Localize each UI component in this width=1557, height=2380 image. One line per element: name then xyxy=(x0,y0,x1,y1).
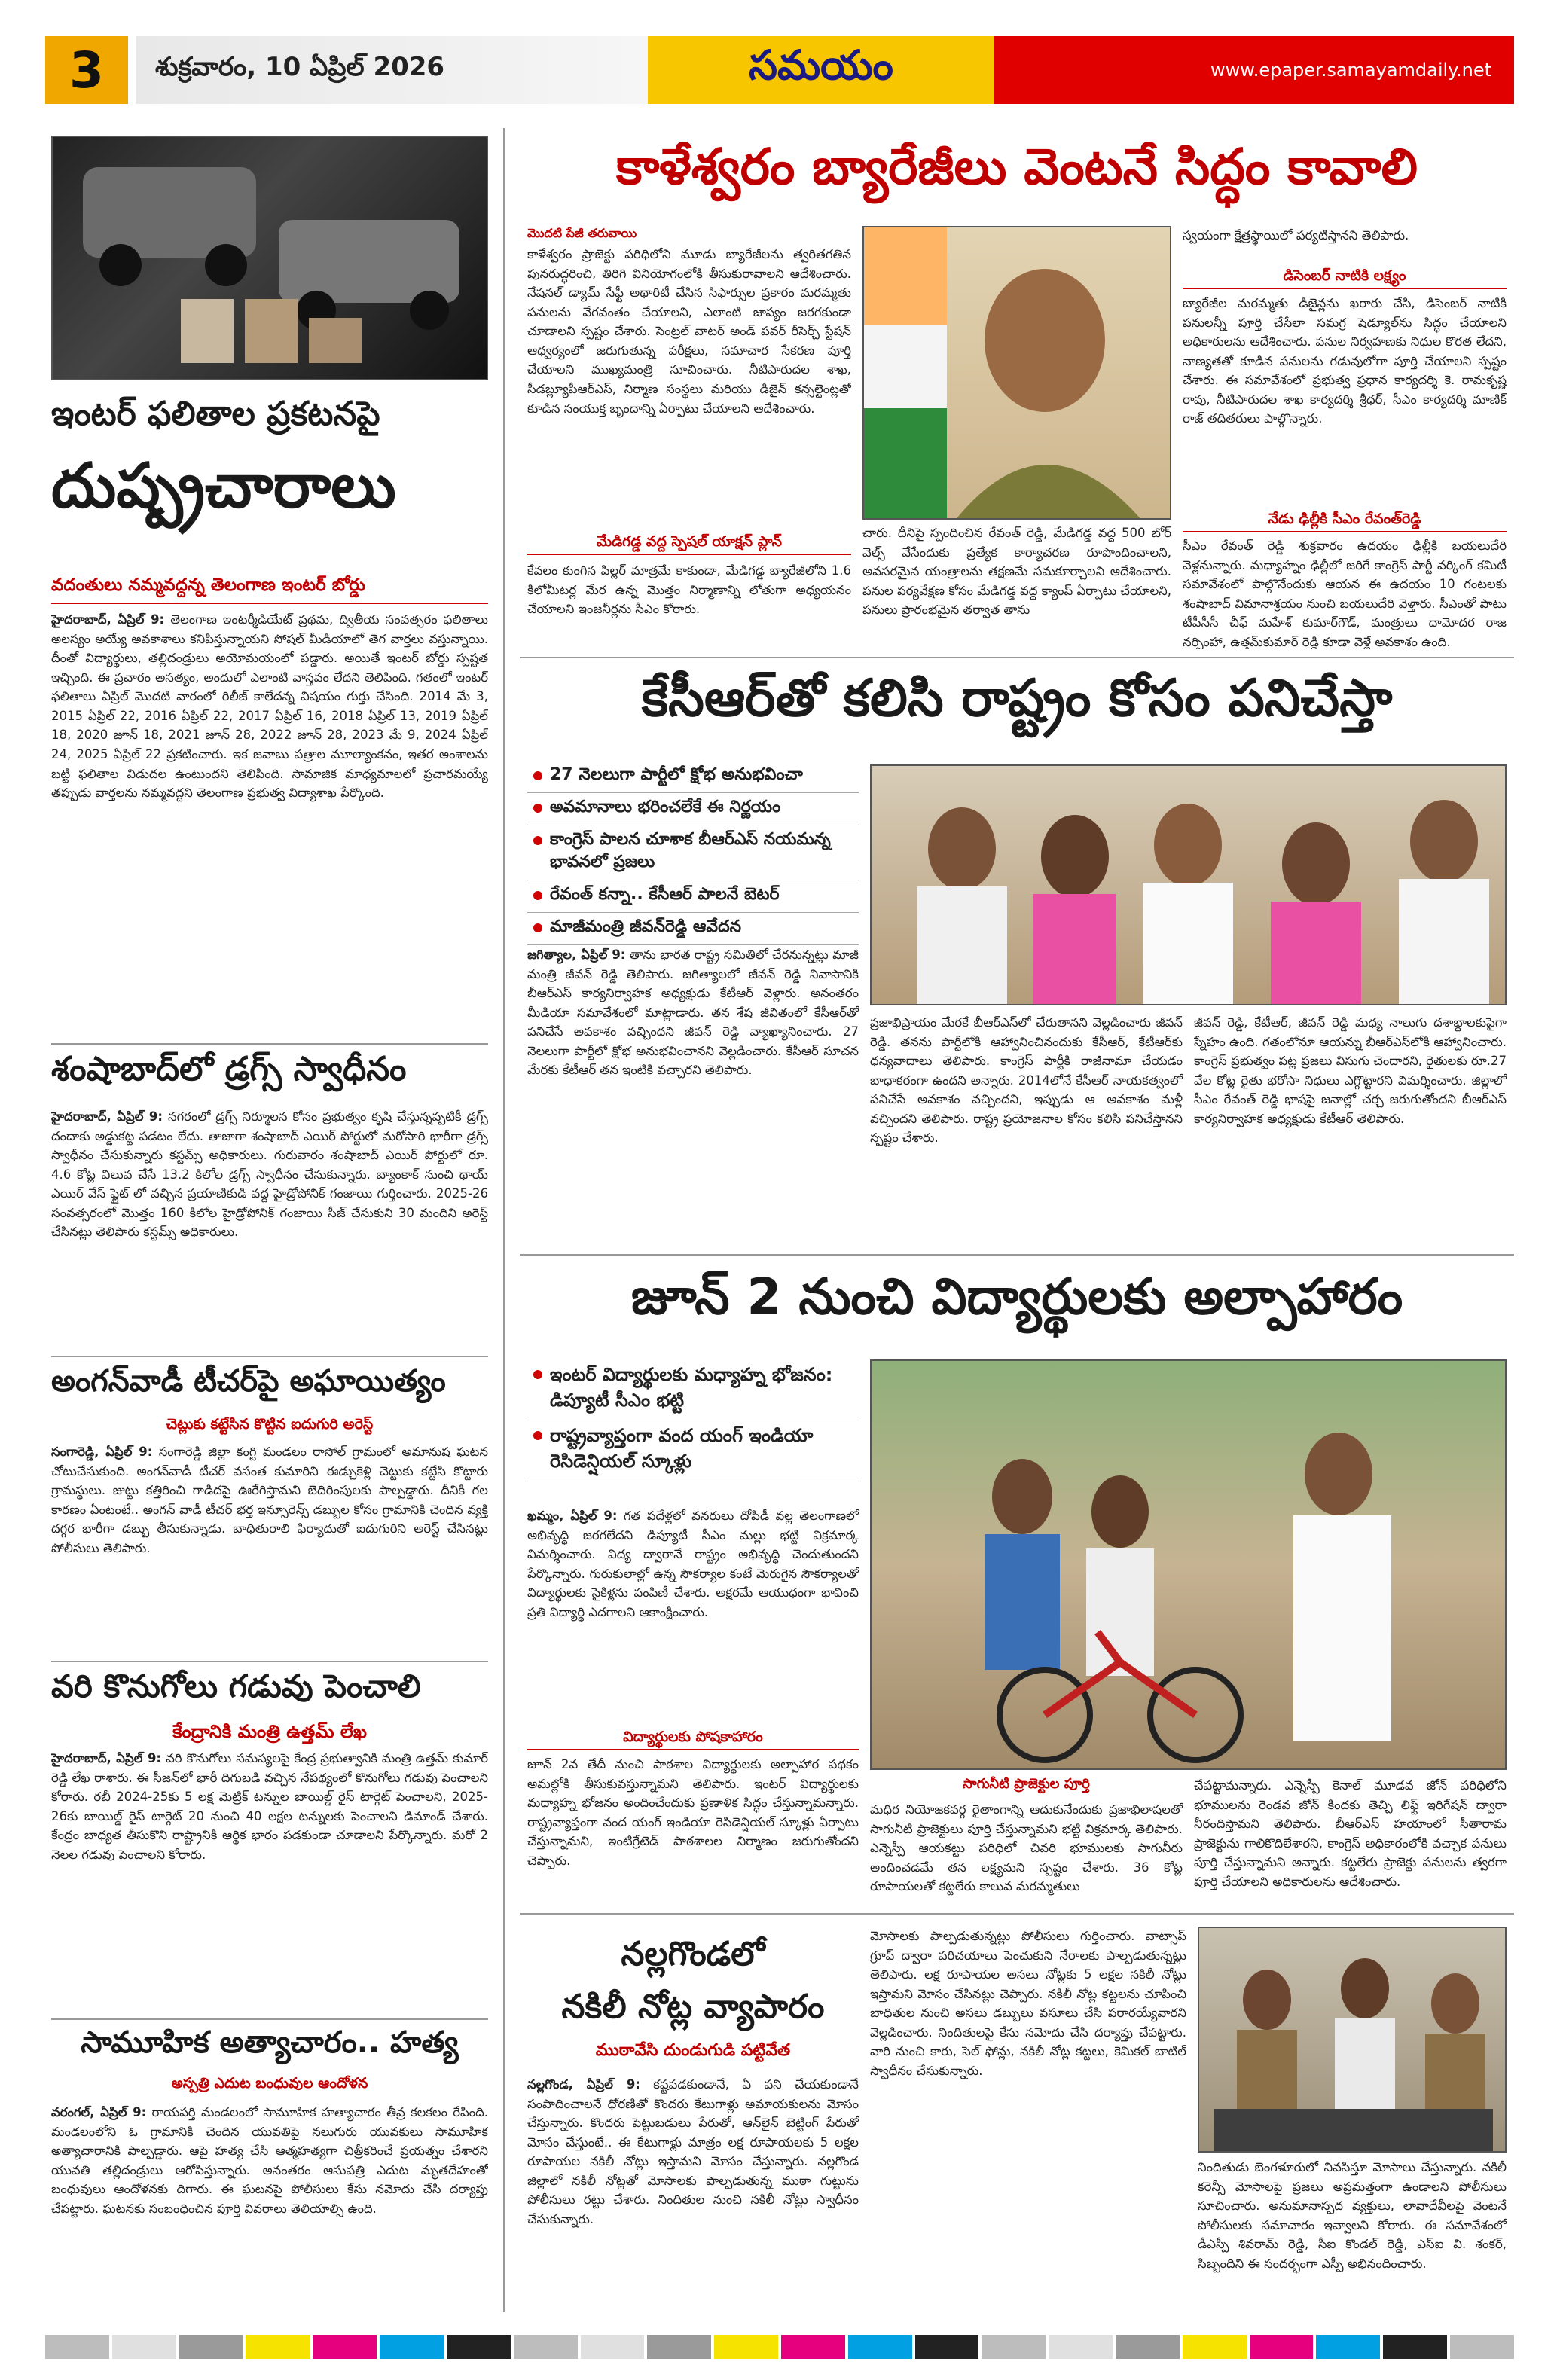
intermediate-results-headline-2: దుష్ప్రచారాలు xyxy=(51,450,396,522)
breakfast-bullet-1: ఇంటర్ విద్యార్థులకు మధ్యాహ్న భోజనం: డిప్యూటీ సీఎం భట్టి xyxy=(527,1359,859,1420)
dateline: జగిత్యాల, ఏప్రిల్ 9: xyxy=(527,947,626,962)
kaleshwaram-body-2: కేవలం కుంగిన పిల్లర్ మాత్రమే కాకుండా, మేడిగడ్డ బ్యారేజీలోని 1.6 కిలోమీటర్ల మేర ఉన్న మొత్తం నిర్మాణాన్ని లోతుగా అధ్యయనం చేయాలని ఇంజనీర్లను సీఎం కోరారు. xyxy=(527,563,851,617)
anganwadi-headline: అంగన్‌వాడీ టీచర్‌పై అఘాయిత్యం xyxy=(51,1364,446,1399)
kaleshwaram-body-1: కాళేశ్వరం ప్రాజెక్టు పరిధిలోని మూడు బ్యారేజీలను త్వరితగతిన పునరుద్ధరించి, తిరిగి వినియోగంలోకి తీసుకురావాలని ఆదేశించారు. నేషనల్ డ్యామ్ సేఫ్టీ అథారిటీ చేసిన సిఫార్సుల ప్రకారం మరమ్మతు పనులను వేగవంతం చేయాలని, ఎలాంటి జాప్యం జరగకుండా చూడాలని స్పష్టం చేశారు. సెంట్రల్ వాటర్ అండ్ పవర్ రీసెర్చ్ స్టేషన్ ఆధ్వర్యంలో జరుగుతున్న పరీక్షలు, సమాచార సేకరణ పూర్తి చేయాలని ముఖ్యమంత్రి సూచించారు. నీటిపారుదల శాఖ, సీడబ్ల్యూపీఆర్ఎస్, నిర్మాణ సంస్థలు మరియు డిజైన్ కన్సల్టెంట్లతో కూడిన సంయుక్త బృందాన్ని ఏర్పాటు చేయాలని ఆదేశించారు. xyxy=(527,247,851,416)
kaleshwaram-subhead-2: డిసెంబర్ నాటికి లక్ష్యం xyxy=(1183,267,1507,289)
kcr-body-3: జీవన్ రెడ్డి, కేటీఆర్, జీవన్ రెడ్డి మధ్య నాలుగు దశాబ్దాలకుపైగా స్నేహం ఉంది. గతంలోనూ ఆయన్ను బీఆర్ఎస్‌లోకి ఆహ్వానించారు. కాంగ్రెస్ ప్రభుత్వం పట్ల ప్రజలు విసుగు చెందారని, రైతులకు రూ.27 వేల కోట్ల రైతు భరోసా నిధులు ఎగ్గొట్టారని విమర్శించారు. జిల్లాలో సీఎం రేవంత్ రెడ్డి భాషపై జనాల్లో చర్చ జరుగుతోందని బీఆర్ఎస్ కార్యనిర్వాహక అధ్యక్షుడు కేటీఆర్ తెలిపారు. xyxy=(1194,1015,1507,1126)
epaper-url[interactable]: www.epaper.samayamdaily.net xyxy=(994,36,1514,104)
kcr-bullet-3: కాంగ్రెస్ పాలన చూశాక బీఆర్ఎస్ నయమన్న భావనలో ప్రజలు xyxy=(527,825,859,880)
dateline: సంగారెడ్డి, ఏప్రిల్ 9: xyxy=(51,1445,153,1459)
paddy-procurement-subhead: కేంద్రానికి మంత్రి ఉత్తమ్ లేఖ xyxy=(172,1721,368,1742)
divider xyxy=(520,1913,1514,1915)
kaleshwaram-body-4: స్వయంగా క్షేత్రస్థాయిలో పర్యటిస్తానని తెలిపారు. xyxy=(1183,228,1409,243)
newspaper-logo: సమయం xyxy=(648,36,994,104)
column-divider xyxy=(503,128,505,2312)
gang-rape-body xyxy=(51,2103,488,2317)
breakfast-body-1 xyxy=(527,1506,859,1725)
divider xyxy=(51,2018,488,2020)
breakfast-body-4: చేపట్టామన్నారు. ఎన్నెస్పీ కెనాల్ మూడవ జోన్ పరిధిలోని భూములను రెండవ జోన్ కిందకు తెచ్చి లిఫ్ట్ ఇరిగేషన్ ద్వారా నీరందిస్తామని తెలిపారు. బీఆర్ఎస్ హయాంలో సీతారామ ప్రాజెక్టును గాలికొదిలేశారని, కాంగ్రెస్ అధికారంలోకి వచ్చాక పనులు పూర్తి చేస్తున్నామని అన్నారు. కట్టలేరు ప్రాజెక్టు పనులను త్వరగా పూర్తి చేయాలని అధికారులను ఆదేశించారు. xyxy=(1194,1778,1507,1889)
intermediate-results-subhead: వదంతులు నమ్మవద్దన్న తెలంగాణ ఇంటర్ బోర్డు xyxy=(51,575,488,604)
page-number: 3 xyxy=(45,36,128,104)
drugs-seizure-body xyxy=(51,1107,488,1393)
bicycle-distribution-photo xyxy=(870,1359,1507,1770)
dateline: హైదరాబాద్, ఏప్రిల్ 9: xyxy=(51,1751,162,1765)
accident-photo xyxy=(51,136,488,380)
kcr-bullet-1: 27 నెలలుగా పార్టీలో క్షోభ అనుభవించా xyxy=(527,761,859,793)
dateline: హైదరాబాద్, ఏప్రిల్ 9: xyxy=(51,1109,163,1124)
paddy-procurement-body xyxy=(51,1749,488,2035)
edition-date: శుక్రవారం, 10 ఏప్రిల్ 2026 xyxy=(136,36,648,104)
article-text: నగరంలో డ్రగ్స్ నిర్మూలన కోసం ప్రభుత్వం కృషి చేస్తున్నప్పటికీ డ్రగ్స్ దందాకు అడ్డుకట్ట పడటం లేదు. తాజాగా శంషాబాద్ ఎయిర్ పోర్టులో మరోసారి భారీగా డ్రగ్స్ స్వాధీనం చేసుకున్నారు కస్టమ్స్ అధికారులు. గురువారం శంషాబాద్ ఎయిర్ పోర్టులో రూ. 4.6 కోట్ల విలువ చేసే 13.2 కిలోల డ్రగ్స్ స్వాధీనం చేసుకున్నారు. బ్యాంకాక్ నుంచి థాయ్ ఎయిర్ వేస్ ఫ్లైట్ లో వచ్చిన ప్రయాణికుడి వద్ద హైడ్రోపోనిక్ గంజాయి గుర్తించారు. 2025-26 సంవత్సరంలో మొత్తం 160 కిలోల హైడ్రోపోనిక్ గంజాయి సీజ్ చేసుకుని 30 మందిని అరెస్ట్ చేసినట్లు తెలిపారు కస్టమ్స్ అధికారులు. xyxy=(51,1109,488,1240)
breakfast-headline: జూన్ 2 నుంచి విద్యార్థులకు అల్పాహారం xyxy=(630,1268,1403,1326)
kcr-bullet-2: అవమానాలు భరించలేకే ఈ నిర్ణయం xyxy=(527,793,859,825)
kaleshwaram-body-6: సీఎం రేవంత్ రెడ్డి శుక్రవారం ఉదయం ఢిల్లీకి బయలుదేరి వెళ్లనున్నారు. మధ్యాహ్నం ఢిల్లీలో జరిగే కాంగ్రెస్ పార్టీ వర్కింగ్ కమిటీ సమావేశంలో పాల్గొనేందుకు ఆయన ఈ ఉదయం 10 గంటలకు శంషాబాద్ విమానాశ్రయం నుంచి బయలుదేరి వెళ్తారు. సీఎంతో పాటు టీపీసీసీ చీఫ్ మహేశ్ కుమార్‌గౌడ్, మంత్రులు దామోదర రాజ నర్సింహా, ఉత్తమ్‌కుమార్ రెడ్డి కూడా వెళ్లే అవకాశం ఉంది. xyxy=(1183,539,1507,649)
dateline: ఖమ్మం, ఏప్రిల్ 9: xyxy=(527,1509,618,1523)
police-press-meet-photo xyxy=(1198,1927,1507,2153)
kcr-bullet-4: రేవంత్ కన్నా.. కేసీఆర్ పాలనే బెటర్ xyxy=(527,880,859,913)
breakfast-subhead: విద్యార్థులకు పోషకాహారం xyxy=(527,1729,859,1750)
portrait-icon xyxy=(864,227,1171,520)
print-color-bar xyxy=(45,2335,1514,2359)
divider xyxy=(51,1661,488,1662)
dateline: వరంగల్, ఏప్రిల్ 9: xyxy=(51,2105,147,2119)
police-officers-icon xyxy=(1199,1928,1507,2153)
kaleshwaram-subhead-1: మేడిగడ్డ వద్ద స్పెషల్ యాక్షన్ ప్లాన్ xyxy=(527,533,851,555)
kaleshwaram-subhead-3: నేడు ఢిల్లీకి సీఎం రేవంత్‌రెడ్డి xyxy=(1183,511,1507,532)
counterfeit-body-2: మోసాలకు పాల్పడుతున్నట్లు పోలీసులు గుర్తించారు. వాట్సాప్ గ్రూప్ ద్వారా పరిచయాలు పెంచుకుని నేరాలకు పాల్పడుతున్నట్లు తెలిపారు. లక్ష రూపాయల అసలు నోట్లకు 5 లక్షల నకిలీ నోట్లు ఇస్తామని మోసం చేసినట్లు చెప్పారు. నకిలీ నోట్ల కట్టలను చూపించి బాధితుల నుంచి అసలు డబ్బులు వసూలు చేసి పరారయ్యేవారని వెల్లడించారు. నిందితులపై కేసు నమోదు చేసి దర్యాప్తు చేపట్టారు. వారి నుంచి కారు, సెల్ ఫోన్లు, నకిలీ నోట్ల కట్టలు, కెమికల్ బాటిల్ స్వాధీనం చేసుకున్నారు. xyxy=(870,1929,1186,2078)
ktr-jeevan-reddy-photo xyxy=(870,764,1507,1005)
counterfeit-headline-2: నకిలీ నోట్ల వ్యాపారం xyxy=(561,1988,825,2026)
article-text: కష్టపడకుండానే, ఏ పని చేయకుండానే సంపాదించాలనే ధోరణితో కొందరు కేటుగాళ్లు అమాయకులను మోసం చేస్తున్నారు. కొందరు పెట్టుబడులు పేరుతో, ఆన్‌లైన్ బెట్టింగ్ పేరుతో మోసం చేస్తుంటే.. ఈ కేటుగాళ్లు మాత్రం లక్ష రూపాయలకు 5 లక్షల రూపాయల నకిలీ నోట్లు ఇస్తామని మోసం చేస్తున్నారు. నల్లగొండ జిల్లాలో నకిలీ నోట్లతో మోసాలకు పాల్పడుతున్న ముఠా గుట్టును పోలీసులు రట్టు చేశారు. నిందితుల నుంచి నకిలీ నోట్లు స్వాధీనం చేసుకున్నారు. xyxy=(527,2077,859,2226)
kaleshwaram-kicker: మొదటి పేజీ తరువాయి xyxy=(527,226,637,240)
divider xyxy=(520,657,1514,658)
article-text: గత పదేళ్లలో వనరులు దోపిడీ వల్ల తెలంగాణలో అభివృద్ధి జరగలేదని డిప్యూటీ సీఎం మల్లు భట్టి విక్రమార్క విమర్శించారు. విద్య ద్వారానే రాష్ట్రం అభివృద్ధి చెందుతుందని పేర్కొన్నారు. గురుకులాల్లో ఉన్న సౌకర్యాల కంటే మెరుగైన సౌకర్యాలతో విద్యార్థులకు సైకిళ్లను పంపిణీ చేశారు. అక్షరమే ఆయుధంగా భావించి ప్రతి విద్యార్థి ఎదగాలని ఆకాంక్షించారు. xyxy=(527,1509,859,1619)
kaleshwaram-headline: కాళేశ్వరం బ్యారేజీలు వెంటనే సిద్ధం కావాలి xyxy=(615,138,1418,196)
kcr-body-2: ప్రజాభిప్రాయం మేరకే బీఆర్ఎస్‌లో చేరుతానని వెల్లడించారు జీవన్ రెడ్డి. తనను పార్టీలోకి ఆహ్వానించినందుకు కేసీఆర్, కేటీఆర్‌కు ధన్యవాదాలు తెలిపారు. కాంగ్రెస్ పార్టీకి రాజీనామా చేయడం బాధాకరంగా ఉందని అన్నారు. 2014లోనే కేసీఆర్ నాయకత్వంలో పనిచేసే అవకాశం వచ్చిందని, ఇప్పుడు ఆ అవకాశం మళ్లీ వచ్చిందని తెలిపారు. రాష్ట్ర ప్రయోజనాల కోసం కలిసి పనిచేస్తానని స్పష్టం చేశారు. xyxy=(870,1015,1183,1146)
cm-revanth-photo xyxy=(862,226,1171,520)
kcr-headline: కేసీఆర్‌తో కలిసి రాష్ట్రం కోసం పనిచేస్తా xyxy=(641,669,1393,728)
divider xyxy=(520,1254,1514,1256)
wrecked-car-icon xyxy=(53,137,488,380)
kaleshwaram-body-5: బ్యారేజీల మరమ్మతు డిజైన్లను ఖరారు చేసి, డిసెంబర్ నాటికి పనులన్నీ పూర్తి చేసేలా సమగ్ర షెడ్యూల్‌ను సిద్ధం చేయాలని అధికారులను ఆదేశించారు. పనుల నిర్వహణకు నిధుల కొరత లేదని, నాణ్యతతో కూడిన పనులను గడువులోగా పూర్తి చేయాలని స్పష్టం చేశారు. ఈ సమావేశంలో ప్రభుత్వ ప్రధాన కార్యదర్శి కె. రామకృష్ణ రావు, నీటిపారుదల శాఖ కార్యదర్శి శ్రీధర్, సీఎం కార్యదర్శి మాణిక్ రాజ్ తదితరులు పాల్గొన్నారు. xyxy=(1183,296,1507,426)
counterfeit-headline-1: నల్లగొండలో xyxy=(621,1935,765,1973)
divider xyxy=(51,1356,488,1357)
breakfast-bullets xyxy=(527,1359,859,1481)
divider xyxy=(51,1043,488,1045)
group-photo-icon xyxy=(872,766,1507,1005)
breakfast-bullet-2: రాష్ట్రవ్యాప్తంగా వంద యంగ్ ఇండియా రెసిడెన్షియల్ స్కూళ్లు xyxy=(527,1420,859,1481)
anganwadi-body xyxy=(51,1442,488,1668)
dateline: హైదరాబాద్, ఏప్రిల్ 9: xyxy=(51,612,165,627)
bicycle-icon xyxy=(872,1361,1507,1770)
intermediate-results-headline-1: ఇంటర్ ఫలితాల ప్రకటనపై xyxy=(51,395,380,433)
breakfast-photo-caption: సాగునీటి ప్రాజెక్టుల పూర్తి xyxy=(963,1776,1090,1792)
paddy-procurement-headline: వరి కొనుగోలు గడువు పెంచాలి xyxy=(51,1668,421,1704)
breakfast-body-2: జూన్ 2వ తేదీ నుంచి పాఠశాల విద్యార్థులకు అల్పాహార పథకం అమల్లోకి తీసుకువస్తున్నామని తెలిపారు. ఇంటర్ విద్యార్థులకు మధ్యాహ్న భోజనం అందించేందుకు ప్రణాళిక సిద్ధం చేస్తున్నామన్నారు. రాష్ట్రవ్యాప్తంగా వంద యంగ్ ఇండియా రెసిడెన్షియల్ స్కూళ్లు ఏర్పాటు చేస్తున్నామని, ఇంటిగ్రేటెడ్ పాఠశాలల నిర్మాణం జరుగుతోందని చెప్పారు. xyxy=(527,1757,859,1868)
article-text: వరి కొనుగోలు సమస్యలపై కేంద్ర ప్రభుత్వానికి మంత్రి ఉత్తమ్ కుమార్ రెడ్డి లేఖ రాశారు. ఈ సీజన్‌లో భారీ దిగుబడి వచ్చిన నేపథ్యంలో కొనుగోలు గడువు పెంచాలని కోరారు. రబీ 2024-25కు 5 లక్ష మెట్రిక్ టన్నుల బాయిల్డ్ రైస్ టార్గెట్ పెంచాలని, 2025-26కు బాయిల్డ్ రైస్ టార్గెట్ 20 నుంచి 40 లక్షల టన్నులకు పెంచాలని డిమాండ్ చేశారు. కేంద్రం బాధ్యత తీసుకొని రాష్ట్రానికి ఆర్థిక భారం పడకుండా చూడాలని పేర్కొన్నారు. మరో 2 నెలల గడువు పెంచాలని కోరారు. xyxy=(51,1751,488,1862)
gang-rape-headline: సామూహిక అత్యాచారం.. హత్య xyxy=(81,2025,459,2060)
counterfeit-body-3: నిందితుడు బెంగళూరులో నివసిస్తూ మోసాలు చేస్తున్నారు. నకిలీ కరెన్సీ మోసాలపై ప్రజలు అప్రమత్తంగా ఉండాలని పోలీసులు సూచించారు. అనుమానాస్పద వ్యక్తులు, లావాదేవీలపై వెంటనే పోలీసులకు సమాచారం ఇవ్వాలని కోరారు. ఈ సమావేశంలో డీఎస్పీ శివరామ్ రెడ్డి, సీఐ కొండల్ రెడ్డి, ఎస్ఐ వి. శంకర్, సిబ్బందిని ఈ సందర్భంగా ఎస్పీ అభినందించారు. xyxy=(1198,2160,1507,2271)
dateline: నల్లగొండ, ఏప్రిల్ 9: xyxy=(527,2077,640,2092)
article-text: తెలంగాణ ఇంటర్మీడియేట్ ప్రథమ, ద్వితీయ సంవత్సరం ఫలితాలు అలస్యం అయ్యే అవకాశాలు కనిపిస్తున్నాయని సోషల్ మీడియాలో తెగ వార్తలు వస్తున్నాయి. దీంతో విద్యార్థులు, తల్లిదండ్రులు అయోమయంలో పడ్డారు. అయితే ఇంటర్ బోర్డు స్పష్టత ఇచ్చింది. ఈ ప్రచారం అసత్యం, అందులో ఎలాంటి వాస్తవం లేదని తెలిపింది. గతంలో ఇంటర్ ఫలితాలు ఏప్రిల్ మొదటి వారంలో రిలీజ్ కాలేదన్న విషయం గుర్తు చేసింది. 2014 మే 3, 2015 ఏప్రిల్ 22, 2016 ఏప్రిల్ 22, 2017 ఏప్రిల్ 16, 2018 ఏప్రిల్ 13, 2019 ఏప్రిల్ 18, 2020 జూన్ 18, 2021 జూన్ 28, 2022 జూన్ 28, 2023 మే 9, 2024 ఏప్రిల్ 24, 2025 ఏప్రిల్ 22 ప్రకటించారు. ఇక జవాబు పత్రాల మూల్యాంకనం, ఇతర అంశాలను బట్టి ఫలితాల విడుదల ఉంటుందని తెలిపింది. సామాజిక మాధ్యమాలలో ప్రచారమయ్యే తప్పుడు వార్తలను నమ్మవద్దని తెలంగాణ ప్రభుత్వ విద్యాశాఖ పేర్కొంది. xyxy=(51,612,488,801)
article-text: సంగారెడ్డి జిల్లా కంగ్టి మండలం రాసోల్ గ్రామంలో అమానుష ఘటన చోటుచేసుకుంది. అంగన్‌వాడీ టీచర్ వసంత కుమారిని ఈడ్చుకెళ్లి చెట్టుకు కట్టేసి కొట్టారు గ్రామస్థులు. జుట్టు కత్తిరించి గాడిదపై ఊరేగిస్తామని బెదిరింపులకు పాల్పడ్డారు. దీనికి గల కారణం ఏంటంటే.. అంగన్ వాడీ టీచర్ భర్త ఇన్సూరెన్స్ డబ్బుల కోసం గ్రామానికి చెందిన వ్యక్తి దగ్గర భారీగా డబ్బు తీసుకున్నాడు. బాధితురాలి ఫిర్యాదుతో ఐదుగురిని అరెస్ట్ చేసినట్లు పోలీసులు తెలిపారు. xyxy=(51,1445,488,1555)
drugs-seizure-headline: శంషాబాద్‌లో డ్రగ్స్ స్వాధీనం xyxy=(51,1050,407,1088)
breakfast-body-3: మధిర నియోజకవర్గ రైతాంగాన్ని ఆదుకునేందుకు ప్రజాభిలాషలతో సాగునీటి ప్రాజెక్టులు పూర్తి చేస్తున్నామని భట్టి విక్రమార్క తెలిపారు. ఎన్నెస్పీ ఆయకట్టు పరిధిలో చివరి భూములకు సాగునీరు అందించడమే తన లక్ష్యమని స్పష్టం చేశారు. 36 కోట్ల రూపాయలతో కట్టలేరు కాలువ మరమ్మతులు xyxy=(870,1802,1183,1894)
article-text: రాయపర్తి మండలంలో సామూహిక హత్యాచారం తీవ్ర కలకలం రేపింది. మండలంలోని ఓ గ్రామానికి చెందిన యువతిపై నలుగురు యువకులు సామూహిక అత్యాచారానికి పాల్పడ్డారు. ఆపై హత్య చేసి ఆత్మహత్యగా చిత్రీకరించే ప్రయత్నం చేశారని యువతి తల్లిదండ్రులు ఆరోపిస్తున్నారు. అనంతరం ఆసుపత్రి ఎదుట మృతదేహంతో బంధువులు ఆందోళనకు దిగారు. ఈ ఘటనపై పోలీసులు కేసు నమోదు చేసి దర్యాప్తు చేపట్టారు. ఘటనకు సంబంధించిన పూర్తి వివరాలు తెలియాల్సి ఉంది. xyxy=(51,2105,488,2216)
counterfeit-subhead: ముఠావేసి దుండుగుడి పట్టివేత xyxy=(595,2041,791,2060)
counterfeit-body-1 xyxy=(527,2075,859,2316)
article-text: తాను భారత రాష్ట్ర సమితిలో చేరనున్నట్లు మాజీ మంత్రి జీవన్ రెడ్డి తెలిపారు. జగిత్యాలలో జీవన్ రెడ్డి నివాసానికి బీఆర్ఎస్ కార్యనిర్వాహక అధ్యక్షుడు కేటీఆర్ వెళ్లారు. అనంతరం మీడియా సమావేశంలో మాట్లాడారు. తన శేష జీవితంలో కేసీఆర్‌తో పనిచేసే అవకాశం వచ్చిందని జీవన్ రెడ్డి వ్యాఖ్యానించారు. 27 నెలలుగా పార్టీలో క్షోభ అనుభవించానని వెల్లడించారు. కేసీఆర్ సూచన మేరకు కేటీఆర్ తన ఇంటికి వచ్చారని తెలిపారు. xyxy=(527,947,859,1078)
intermediate-results-body xyxy=(51,610,488,1032)
kcr-bullets xyxy=(527,761,859,945)
gang-rape-subhead: అస్పత్రి ఎదుట బంధువుల ఆందోళన xyxy=(171,2075,368,2092)
anganwadi-subhead: చెట్లుకు కట్టేసిన కొట్టిన ఐదుగురి అరెస్ట్ xyxy=(166,1416,374,1433)
kaleshwaram-body-3: చారు. దీనిపై స్పందించిన రేవంత్ రెడ్డి, మేడిగడ్డ వద్ద 500 బోర్ వెల్స్ వేసేందుకు ప్రత్యేక కార్యాచరణ రూపొందించాలని, అవసరమైన యంత్రాలను తక్షణమే సమకూర్చాలని ఆదేశించారు. పనుల పర్యవేక్షణ కోసం మేడిగడ్డ వద్ద క్యాంప్ ఏర్పాటు చేయాలని, పనులు ప్రారంభమైన తర్వాత తాను xyxy=(862,526,1171,618)
kcr-body-1 xyxy=(527,945,859,1246)
kcr-bullet-5: మాజీమంత్రి జీవన్‌రెడ్డి ఆవేదన xyxy=(527,913,859,945)
